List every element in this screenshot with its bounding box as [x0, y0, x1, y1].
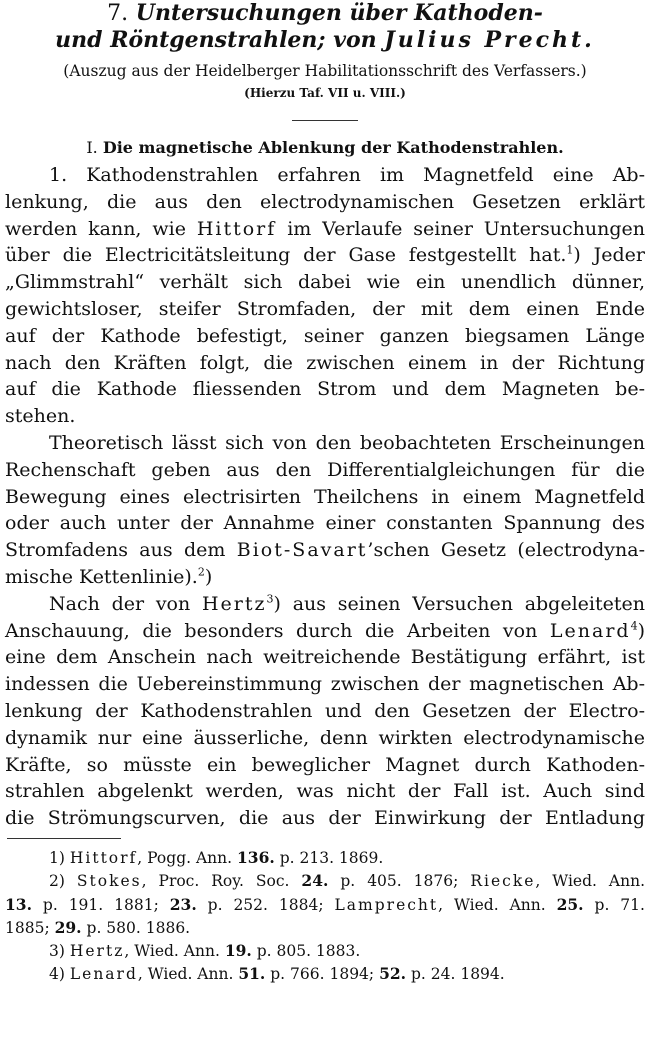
footnote-2-rest-5: p. 580. 1886. — [86, 918, 191, 937]
footnote-3-mark: 3) — [49, 942, 65, 961]
p1-line-4-post: ) Jeder — [573, 244, 645, 267]
footnote-2-rest-2: p. 191. 1881; — [42, 895, 159, 914]
p1-line-3-pre: werden kann, wie — [5, 217, 186, 240]
footnote-4-mark: 4) — [49, 965, 65, 984]
footnote-2-journal-1: , Proc. Roy. Soc. — [141, 872, 290, 891]
body-text — [5, 162, 645, 832]
extract-note: (Auszug aus der Heidelberger Habilitationsschrift des Verfassers.) — [63, 62, 587, 80]
p2-line-2: Rechenschaft geben aus den Differentialgleichungen für die — [5, 458, 645, 481]
footnote-3-volume: 19. — [224, 941, 252, 961]
footnote-3-rest: p. 805. 1883. — [256, 942, 361, 961]
p1-line-1: 1. Kathodenstrahlen erfahren im Magnetfeld eine Ab- — [49, 164, 645, 186]
p1-line-4-pre: über die Electricitätsleitung der Gase festgestellt hat. — [5, 244, 567, 267]
footnote-4-rest-1: p. 766. 1894; — [270, 965, 375, 984]
title-divider — [292, 120, 358, 121]
p1-line-4 — [5, 242, 645, 269]
footnote-2-mark: 2) — [49, 872, 65, 891]
footnote-2-journal-3: , Wied. Ann. — [438, 895, 546, 914]
footnote-2-volume-4: 25. — [556, 894, 584, 914]
footnote-3-journal: , Wied. Ann. — [124, 942, 220, 961]
p1-line-3-post: im Verlaufe seiner Untersuchungen — [287, 217, 645, 240]
p3-line-9: die Strömungscurven, die aus der Einwirkung der Entladung — [5, 807, 645, 830]
p3-line-2-pre: Anschauung, die besonders durch die Arbeiten von — [5, 619, 538, 642]
p1-line-10: stehen. — [5, 405, 76, 428]
p3-line-8: strahlen abgelenkt werden, was nicht der Fall ist. Auch sind — [5, 780, 645, 803]
title-text-2: und Röntgenstrahlen; von — [55, 27, 377, 53]
footnote-1-volume: 136. — [237, 847, 275, 867]
footnote-3 — [5, 939, 645, 962]
p1-line-6: gewichtsloser, steifer Stromfaden, der mit dem einen Ende — [5, 297, 645, 320]
footnote-2-line-3 — [5, 916, 645, 939]
section-number: I. — [86, 138, 98, 157]
footnote-ref-2[interactable]: 2 — [197, 565, 205, 579]
footnote-4-rest-2: p. 24. 1894. — [410, 965, 505, 984]
footnote-2-rest-4: p. 71. — [594, 895, 645, 914]
p2-line-6-post: ) — [204, 565, 213, 588]
p3-line-6: dynamik nur eine äusserliche, denn wirkten electrodynamische — [5, 726, 645, 749]
p2-line-3: Bewegung eines electrisirten Theilchens in einem Magnetfeld — [5, 485, 645, 508]
footnote-2-volume-5: 29. — [54, 917, 82, 937]
title-text-1: Untersuchungen über Kathoden- — [135, 0, 543, 26]
footnote-4-journal: , Wied. Ann. — [137, 965, 234, 984]
p3-line-4: indessen die Uebereinstimmung zwischen der magnetischen Ab- — [5, 673, 645, 696]
p1-line-7: auf der Kathode befestigt, seiner ganzen biegsamen Länge — [5, 324, 645, 347]
p1-line-8: nach den Kräften folgt, die zwischen einem in der Richtung — [5, 351, 645, 374]
section-title: Die magnetische Ablenkung der Kathodenstrahlen. — [102, 138, 564, 157]
p3-line-1 — [5, 591, 645, 618]
footnote-ref-4[interactable]: 4 — [630, 619, 638, 633]
section-heading — [5, 137, 645, 159]
p1-line-9: auf die Kathode fliessenden Strom und dem Magneten be- — [5, 378, 645, 401]
person-name-hittorf: Hittorf — [196, 217, 277, 240]
p2-line-6 — [5, 564, 645, 591]
p3-line-5: lenkung der Kathodenstrahlen und den Gesetzen der Electro- — [5, 699, 645, 722]
person-name-hertz: Hertz — [201, 592, 267, 615]
footnote-2-author-1: Stokes — [76, 872, 142, 891]
footnote-2-volume-2: 13. — [5, 894, 32, 914]
footnote-ref-3[interactable]: 3 — [266, 592, 274, 606]
footnote-4-volume-2: 52. — [379, 964, 407, 984]
title-line-1 — [5, 0, 645, 27]
footnote-3-author: Hertz — [69, 942, 125, 961]
footnote-1-journal: , Pogg. Ann. — [137, 848, 233, 867]
footnote-ref-1[interactable]: 1 — [566, 244, 574, 258]
footnote-divider — [7, 838, 121, 839]
footnote-1-author: Hittorf — [69, 848, 138, 867]
p3-line-2 — [5, 618, 645, 645]
footnote-1-mark: 1) — [49, 848, 65, 867]
p2-line-6-pre: mische Kettenlinie). — [5, 565, 198, 588]
footnotes — [5, 846, 645, 986]
p1-line-3 — [5, 216, 645, 243]
footnote-1-rest: p. 213. 1869. — [279, 848, 384, 867]
footnote-2-journal-2: , Wied. Ann. — [535, 872, 645, 891]
person-name-lenard: Lenard — [549, 619, 631, 642]
p2-line-5 — [5, 537, 645, 564]
footnote-2-volume-1: 24. — [301, 871, 329, 891]
article-title — [5, 0, 645, 54]
footnote-1 — [5, 846, 645, 869]
footnote-2-line-1 — [5, 869, 645, 892]
footnote-2-line-2 — [5, 893, 645, 916]
p2-line-5-pre: Stromfadens aus dem — [5, 539, 226, 562]
p3-line-2-post: ) — [637, 619, 645, 642]
p1-line-2: lenkung, die aus den electrodynamischen Gesetzen erklärt — [5, 190, 645, 213]
footnote-2-year-4: 1885; — [5, 918, 50, 937]
footnote-2-author-2: Riecke — [470, 872, 536, 891]
p2-line-5-post: ’schen Gesetz (electrodyna- — [367, 539, 645, 562]
footnote-4-author: Lenard — [69, 965, 138, 984]
footnote-2-rest-1: p. 405. 1876; — [340, 872, 459, 891]
footnote-4-volume-1: 51. — [238, 964, 266, 984]
footnote-4 — [5, 962, 645, 985]
p2-line-4: oder auch unter der Annahme einer constanten Spannung des — [5, 512, 645, 535]
article-number: 7. — [107, 1, 129, 26]
plates-note: (Hierzu Taf. VII u. VIII.) — [244, 86, 406, 100]
p3-line-3: eine dem Anschein nach weitreichende Bestätigung erfährt, ist — [5, 646, 645, 669]
p3-line-1-post: ) aus seinen Versuchen abgeleiteten — [273, 592, 645, 615]
p3-line-1-pre: Nach der von — [49, 592, 191, 615]
footnote-2-volume-3: 23. — [169, 894, 197, 914]
footnote-2-rest-3: p. 252. 1884; — [207, 895, 324, 914]
p1-line-5: „Glimmstrahl“ verhält sich dabei wie ein unendlich dünner, — [5, 271, 645, 294]
author-name: Julius Precht. — [384, 27, 595, 53]
p2-line-1: Theoretisch lässt sich von den beobachteten Erscheinungen — [49, 431, 645, 454]
footnote-2-author-3: Lamprecht — [334, 895, 439, 914]
person-name-biot-savart: Biot-Savart — [236, 539, 368, 562]
p3-line-7: Kräfte, so müsste ein beweglicher Magnet durch Kathoden- — [5, 753, 645, 776]
title-line-2 — [5, 27, 645, 54]
